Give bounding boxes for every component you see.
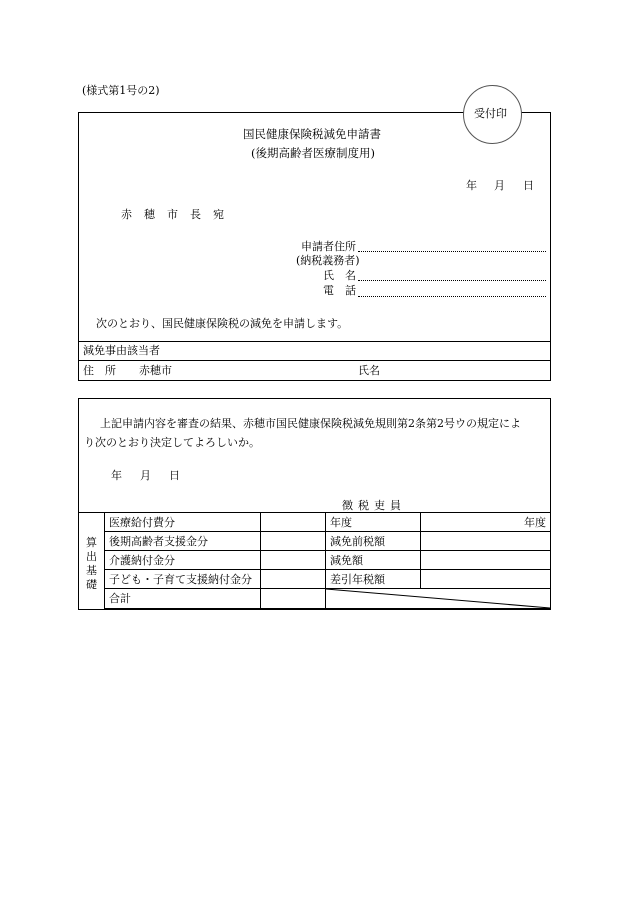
application-title: 国民健康保険税減免申請書 [243, 127, 381, 141]
crossed-out-cell [325, 589, 550, 609]
table-row [105, 551, 551, 570]
row-label: 介護納付金分 [105, 551, 261, 570]
right-value[interactable] [421, 570, 551, 589]
table-row [105, 532, 551, 551]
decision-text-line1: 上記申請内容を審査の結果、赤穂市国民健康保険税減免規則第2条第2号ウの規定によ [100, 417, 521, 430]
divider-eligible-top [78, 341, 551, 342]
date-day: 日 [523, 179, 534, 192]
diagonal-line [326, 589, 550, 608]
row-amount-cell[interactable] [260, 513, 325, 532]
applicant-name-label: 氏 名 [323, 269, 356, 282]
row-amount-cell[interactable] [260, 532, 325, 551]
row-amount-cell[interactable] [260, 570, 325, 589]
table-row [105, 513, 551, 532]
address-label: 住 所 [83, 364, 116, 377]
decision-date-day: 日 [169, 469, 180, 482]
row-amount-cell[interactable] [260, 589, 325, 609]
row-label: 子ども・子育て支援納付金分 [105, 570, 261, 589]
right-value: 年度 [421, 513, 551, 532]
divider-eligible-bottom [78, 360, 551, 361]
decision-date-year: 年 [111, 469, 122, 482]
application-subtitle: (後期高齢者医療制度用) [251, 146, 375, 160]
right-label: 差引年税額 [325, 570, 420, 589]
date-year: 年 [466, 179, 477, 192]
row-amount-cell[interactable] [260, 551, 325, 570]
form-number: (様式第1号の2) [82, 84, 160, 97]
basis-label [86, 536, 98, 592]
right-label: 年度 [325, 513, 420, 532]
applicant-address-label: 申請者住所 [301, 240, 356, 253]
decision-text-line2: り次のとおり決定してよろしいか。 [84, 436, 260, 449]
row-label: 後期高齢者支援金分 [105, 532, 261, 551]
row-label: 医療給付費分 [105, 513, 261, 532]
stamp-label: 受付印 [474, 107, 507, 120]
address-value: 赤穂市 [139, 364, 172, 377]
right-label: 減免額 [325, 551, 420, 570]
right-value[interactable] [421, 551, 551, 570]
applicant-name-line [358, 280, 546, 281]
table-row [105, 589, 551, 609]
addressee: 赤穂市長宛 [121, 208, 236, 221]
right-label: 減免前税額 [325, 532, 420, 551]
applicant-phone-line [358, 296, 546, 297]
applicant-phone-label: 電 話 [323, 284, 356, 297]
taxpayer-label: (納税義務者) [296, 254, 360, 267]
table-row [105, 570, 551, 589]
decision-date-month: 月 [140, 469, 151, 482]
calculation-table [104, 512, 551, 609]
person-name-label: 氏名 [358, 364, 380, 377]
request-text: 次のとおり、国民健康保険税の減免を申請します。 [96, 317, 349, 330]
date-month: 月 [494, 179, 505, 192]
row-label: 合計 [105, 589, 261, 609]
basis-label-text: 算出基礎 [86, 536, 97, 591]
official-label: 徴税吏員 [342, 499, 406, 512]
applicant-address-line [358, 251, 546, 252]
eligible-label: 減免事由該当者 [83, 344, 160, 357]
reception-stamp-area [463, 85, 522, 144]
right-value[interactable] [421, 532, 551, 551]
